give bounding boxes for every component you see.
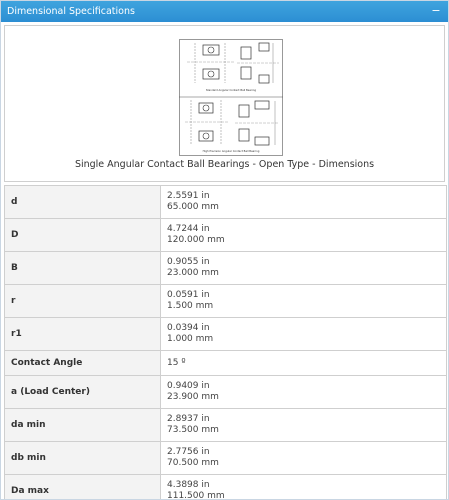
precision-diagram-label: High Precision Angular Contact Ball Bearing: [202, 150, 260, 153]
spec-value: [161, 318, 447, 351]
spec-value: [161, 475, 447, 500]
spec-label: r1: [5, 318, 161, 351]
spec-value: [161, 376, 447, 409]
value-inches: 2.7756 in: [167, 447, 210, 457]
spec-value: [161, 186, 447, 219]
table-row: [5, 351, 447, 376]
table-row: [5, 475, 447, 500]
table-row: [5, 186, 447, 219]
spec-label: r: [5, 285, 161, 318]
spec-label: db min: [5, 442, 161, 475]
table-row: [5, 376, 447, 409]
value-inches: 0.0394 in: [167, 323, 210, 333]
value-inches: 4.3898 in: [167, 480, 210, 490]
figure-caption: Single Angular Contact Ball Bearings - Open Type - Dimensions: [74, 159, 375, 170]
value-millimeters: 23.900 mm: [167, 392, 219, 402]
table-row: [5, 318, 447, 351]
value-millimeters: 70.500 mm: [167, 458, 219, 468]
table-row: [5, 252, 447, 285]
value-millimeters: 65.000 mm: [167, 202, 219, 212]
spec-value: [161, 285, 447, 318]
value-millimeters: 111.500 mm: [167, 491, 225, 500]
panel-body: [1, 22, 448, 500]
spec-value: [161, 219, 447, 252]
value-inches: 2.5591 in: [167, 191, 210, 201]
table-row: [5, 409, 447, 442]
collapse-icon[interactable]: −: [431, 4, 441, 17]
value-millimeters: 1.500 mm: [167, 301, 214, 311]
spec-label: a (Load Center): [5, 376, 161, 409]
spec-label: B: [5, 252, 161, 285]
panel-title: Dimensional Specifications: [7, 6, 135, 17]
table-row: [5, 285, 447, 318]
value-millimeters: 120.000 mm: [167, 235, 225, 245]
standard-diagram-label: Standard Angular Contact Ball Bearing: [205, 89, 257, 92]
value-degrees: 15 º: [167, 357, 186, 368]
bearing-dimension-diagram: [179, 39, 283, 156]
spec-label: d: [5, 186, 161, 219]
spec-value: [161, 252, 447, 285]
spec-label: Da max: [5, 475, 161, 500]
table-row: [5, 442, 447, 475]
spec-value: [161, 351, 447, 376]
spec-value: [161, 442, 447, 475]
specifications-table: [4, 185, 447, 500]
spec-label: D: [5, 219, 161, 252]
value-inches: 0.9409 in: [167, 381, 210, 391]
value-millimeters: 1.000 mm: [167, 334, 214, 344]
value-inches: 0.0591 in: [167, 290, 210, 300]
value-inches: 2.8937 in: [167, 414, 210, 424]
spec-label: da min: [5, 409, 161, 442]
panel-header[interactable]: [1, 1, 448, 22]
value-inches: 4.7244 in: [167, 224, 210, 234]
value-millimeters: 73.500 mm: [167, 425, 219, 435]
spec-value: [161, 409, 447, 442]
bearing-diagram-box: [4, 25, 445, 182]
value-inches: 0.9055 in: [167, 257, 210, 267]
spec-label: Contact Angle: [5, 351, 161, 376]
value-millimeters: 23.000 mm: [167, 268, 219, 278]
table-row: [5, 219, 447, 252]
